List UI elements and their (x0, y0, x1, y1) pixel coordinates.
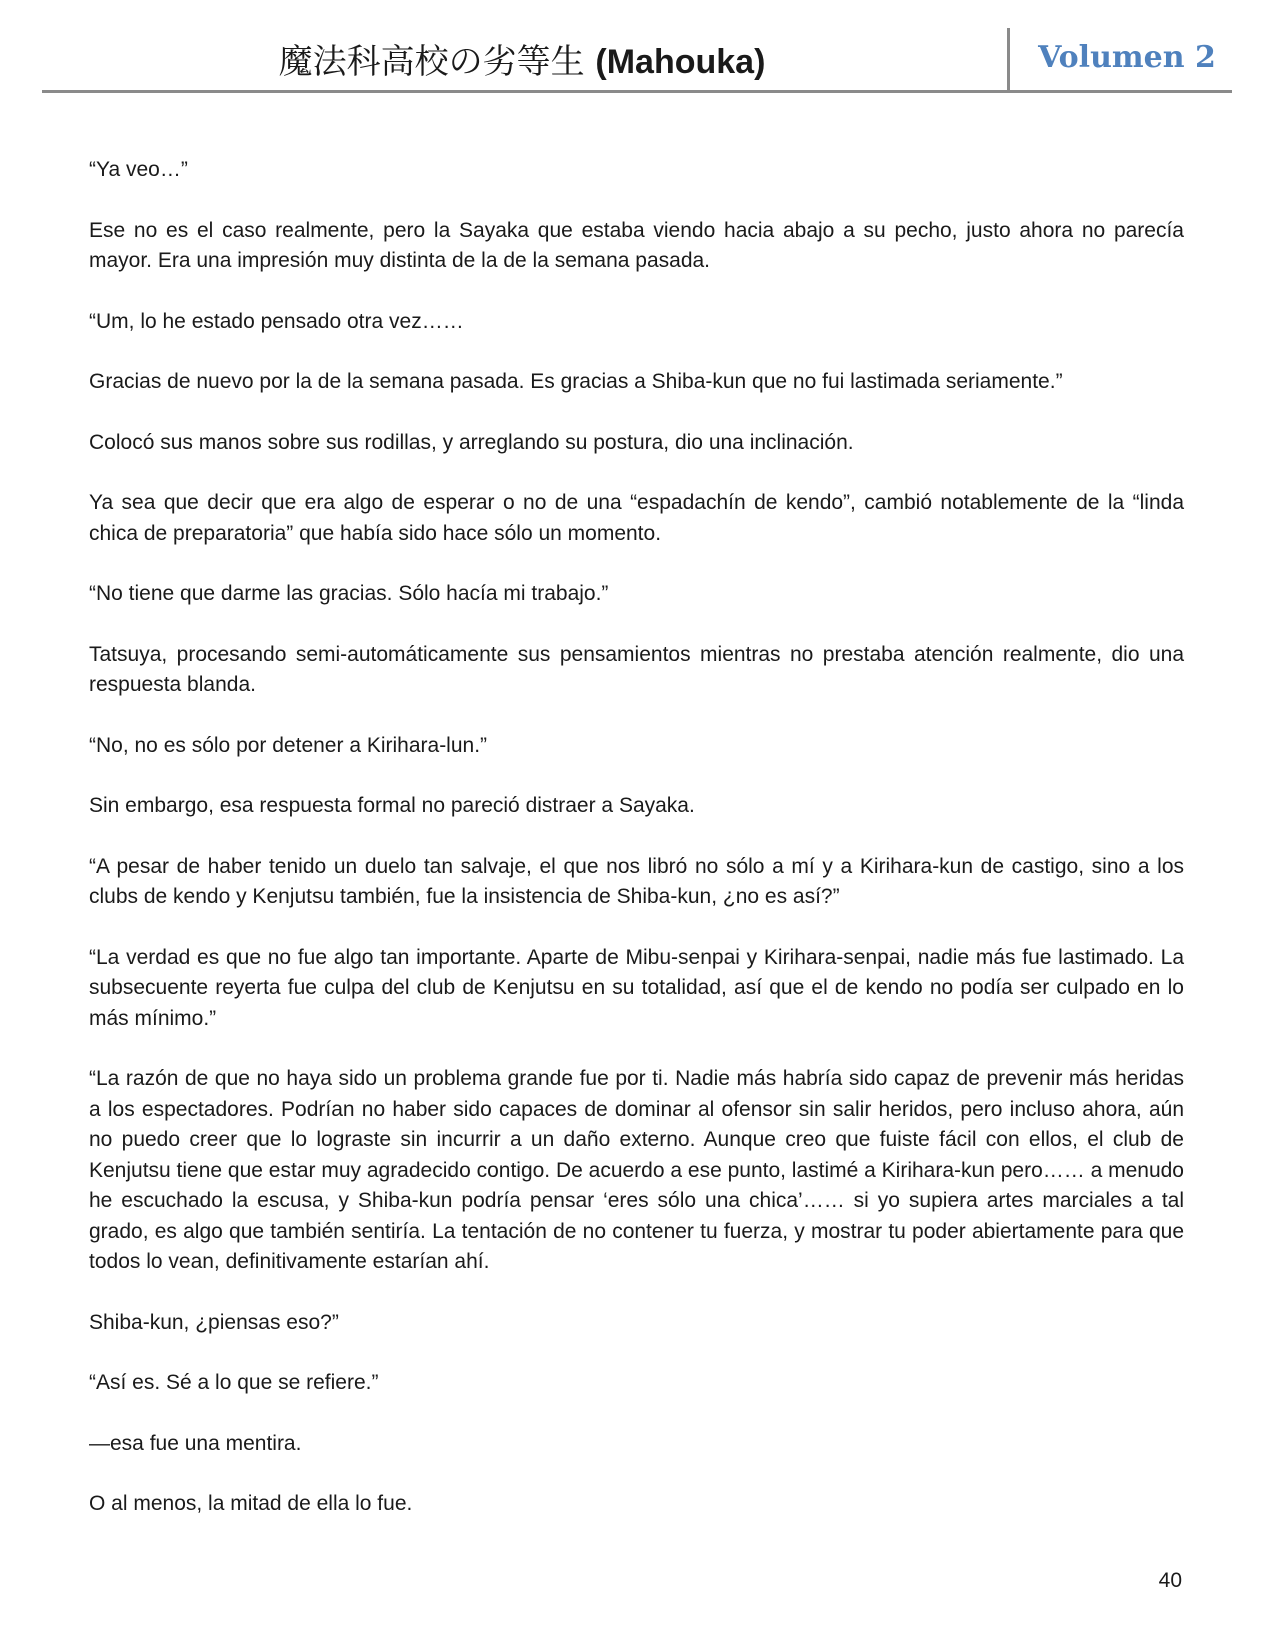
volume-label: Volumen 2 (1038, 40, 1216, 75)
header-divider (1007, 28, 1010, 92)
page-number: 40 (1158, 1569, 1182, 1592)
book-title-latin: (Mahouka) (595, 43, 766, 81)
paragraph: Ya sea que decir que era algo de esperar o no de una “espadachín de kendo”, cambió notablemente de la “linda chica de preparatoria” que había sido hace sólo un momento. (89, 491, 1184, 545)
paragraph: “Así es. Sé a lo que se refiere.” (89, 1371, 379, 1394)
book-title-japanese: 魔法科高校の劣等生 (278, 42, 585, 82)
page-body (89, 155, 1184, 1550)
paragraph: Ese no es el caso realmente, pero la Sayaka que estaba viendo hacia abajo a su pecho, justo ahora no parecía mayor. Era una impresión muy distinta de la de la semana pasada. (89, 218, 1184, 272)
paragraph: Gracias de nuevo por la de la semana pasada. Es gracias a Shiba-kun que no fui lastimada seriamente.” (89, 370, 1063, 393)
paragraph: “No, no es sólo por detener a Kirihara-lun.” (89, 733, 488, 757)
paragraph: Colocó sus manos sobre sus rodillas, y arreglando su postura, dio una inclinación. (89, 430, 854, 454)
paragraph: “La razón de que no haya sido un problema grande fue por ti. Nadie más habría sido capaz de prevenir más heridas a los espectadores. Podrían no haber sido capaces de dominar al ofensor sin salir heridos, pero incluso ahora, aún no puedo creer que lo lograste sin incurrir a un daño externo. Aunque creo que fuiste fácil con ellos, el club de Kenjutsu tiene que estar muy agradecido contigo. De acuerdo a ese punto, lastimé a Kirihara-kun pero…… a menudo he escuchado la escusa, y Shiba-kun podría pensar ‘eres sólo una chica’…… si yo supiera artes marciales a tal grado, es algo que también sentiría. La tentación de no contener tu fuerza, y mostrar tu poder abiertamente para que todos lo vean, definitivamente estarían ahí. (89, 1067, 1184, 1273)
paragraph: “No tiene que darme las gracias. Sólo hacía mi trabajo.” (89, 582, 609, 605)
paragraph: Sin embargo, esa respuesta formal no pareció distraer a Sayaka. (89, 794, 695, 817)
book-title (42, 40, 1002, 84)
paragraph: “Ya veo…” (89, 158, 188, 181)
paragraph: “A pesar de haber tenido un duelo tan salvaje, el que nos libró no sólo a mí y a Kirihara-kun de castigo, sino a los clubs de kendo y Kenjutsu también, fue la insistencia de Shiba-kun, ¿no es así?” (89, 854, 1184, 908)
paragraph: “La verdad es que no fue algo tan importante. Aparte de Mibu-senpai y Kirihara-senpai, nadie más fue lastimado. La subsecuente reyerta fue culpa del club de Kenjutsu en su totalidad, así que el de kendo no podía ser culpado en lo más mínimo.” (89, 945, 1184, 1030)
paragraph: Tatsuya, procesando semi-automáticamente sus pensamientos mientras no prestaba atención realmente, dio una respuesta blanda. (89, 642, 1184, 696)
paragraph: Shiba-kun, ¿piensas eso?” (89, 1310, 339, 1334)
paragraph: O al menos, la mitad de ella lo fue. (89, 1492, 413, 1515)
paragraph: “Um, lo he estado pensado otra vez…… (89, 309, 464, 333)
paragraph: —esa fue una mentira. (89, 1431, 302, 1455)
header-rule (42, 90, 1232, 93)
page-header (42, 28, 1232, 92)
